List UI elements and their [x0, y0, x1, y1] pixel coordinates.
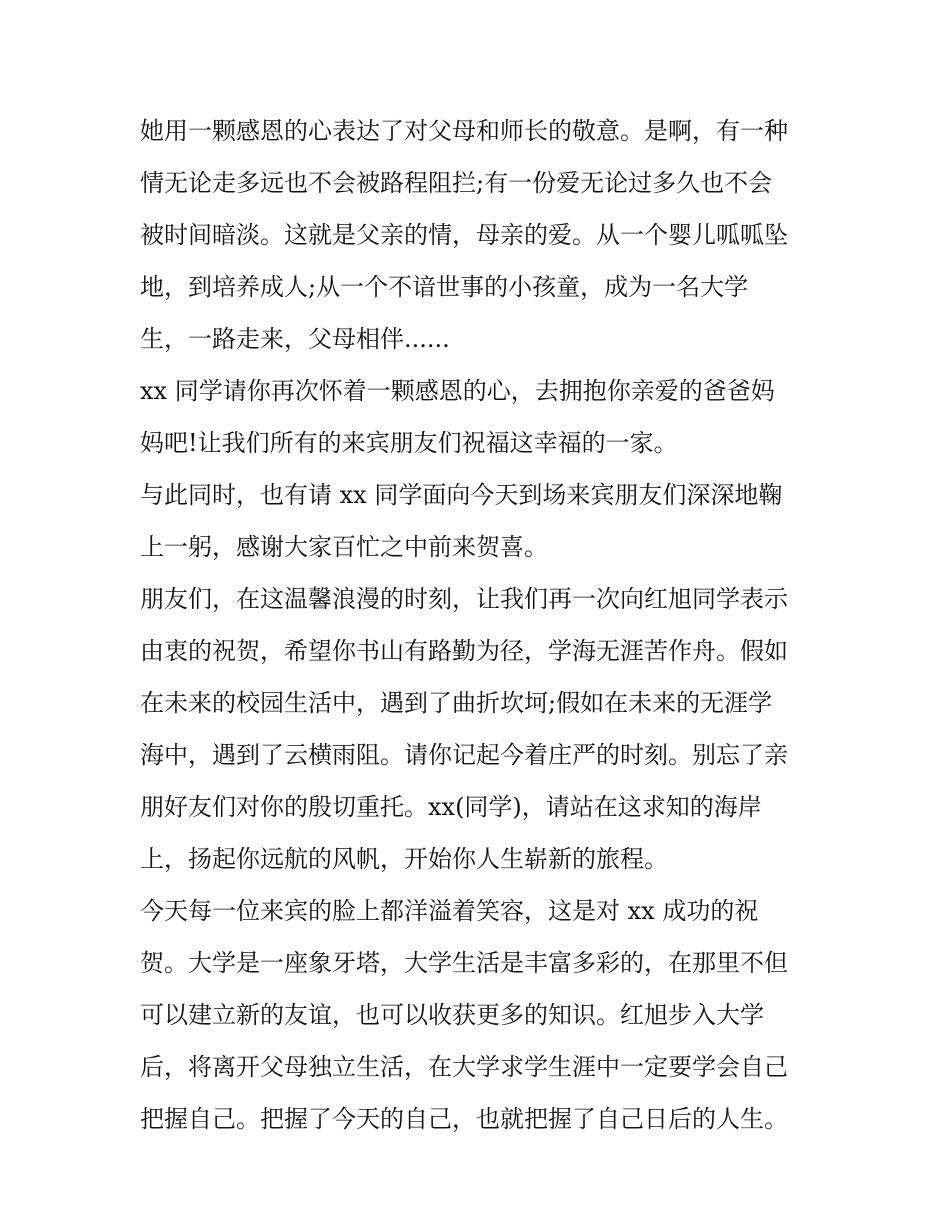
text-line: 把握自己。把握了今天的自己，也就把握了自己日后的人生。 [140, 1105, 788, 1133]
text-line: 后，将离开父母独立生活，在大学求学生涯中一定要学会自己 [140, 1053, 788, 1081]
text-line: 情无论走多远也不会被路程阻拦;有一份爱无论过多久也不会 [140, 169, 773, 197]
text-line: 贺。大学是一座象牙塔，大学生活是丰富多彩的，在那里不但 [140, 949, 788, 977]
text-line: 海中，遇到了云横雨阻。请你记起今着庄严的时刻。别忘了亲 [140, 741, 788, 769]
text-line: 地，到培养成人;从一个不谙世事的小孩童，成为一名大学 [140, 273, 749, 301]
text-line: 与此同时，也有请 xx 同学面向今天到场来宾朋友们深深地鞠 [140, 481, 783, 509]
text-line: 被时间暗淡。这就是父亲的情，母亲的爱。从一个婴儿呱呱坠 [140, 221, 788, 249]
text-line: 她用一颗感恩的心表达了对父母和师长的敬意。是啊，有一种 [140, 117, 788, 145]
text-line: 上一躬，感谢大家百忙之中前来贺喜。 [140, 533, 548, 561]
text-line: 生，一路走来，父母相伴...... [140, 325, 450, 353]
text-line: 妈吧!让我们所有的来宾朋友们祝福这幸福的一家。 [140, 429, 678, 457]
text-line: xx 同学请你再次怀着一颗感恩的心，去拥抱你亲爱的爸爸妈 [140, 377, 775, 405]
text-line: 朋好友们对你的殷切重托。xx(同学)，请站在这求知的海岸 [140, 793, 762, 821]
text-line: 在未来的校园生活中，遇到了曲折坎坷;假如在未来的无涯学 [140, 689, 773, 717]
text-line: 今天每一位来宾的脸上都洋溢着笑容，这是对 xx 成功的祝 [140, 897, 759, 925]
text-line: 朋友们，在这温馨浪漫的时刻，让我们再一次向红旭同学表示 [140, 585, 788, 613]
text-line: 可以建立新的友谊，也可以收获更多的知识。红旭步入大学 [140, 1001, 764, 1029]
body-text [140, 108, 820, 1148]
text-line: 由衷的祝贺，希望你书山有路勤为径，学海无涯苦作舟。假如 [140, 637, 788, 665]
text-line: 上，扬起你远航的风帆，开始你人生崭新的旅程。 [140, 845, 668, 873]
